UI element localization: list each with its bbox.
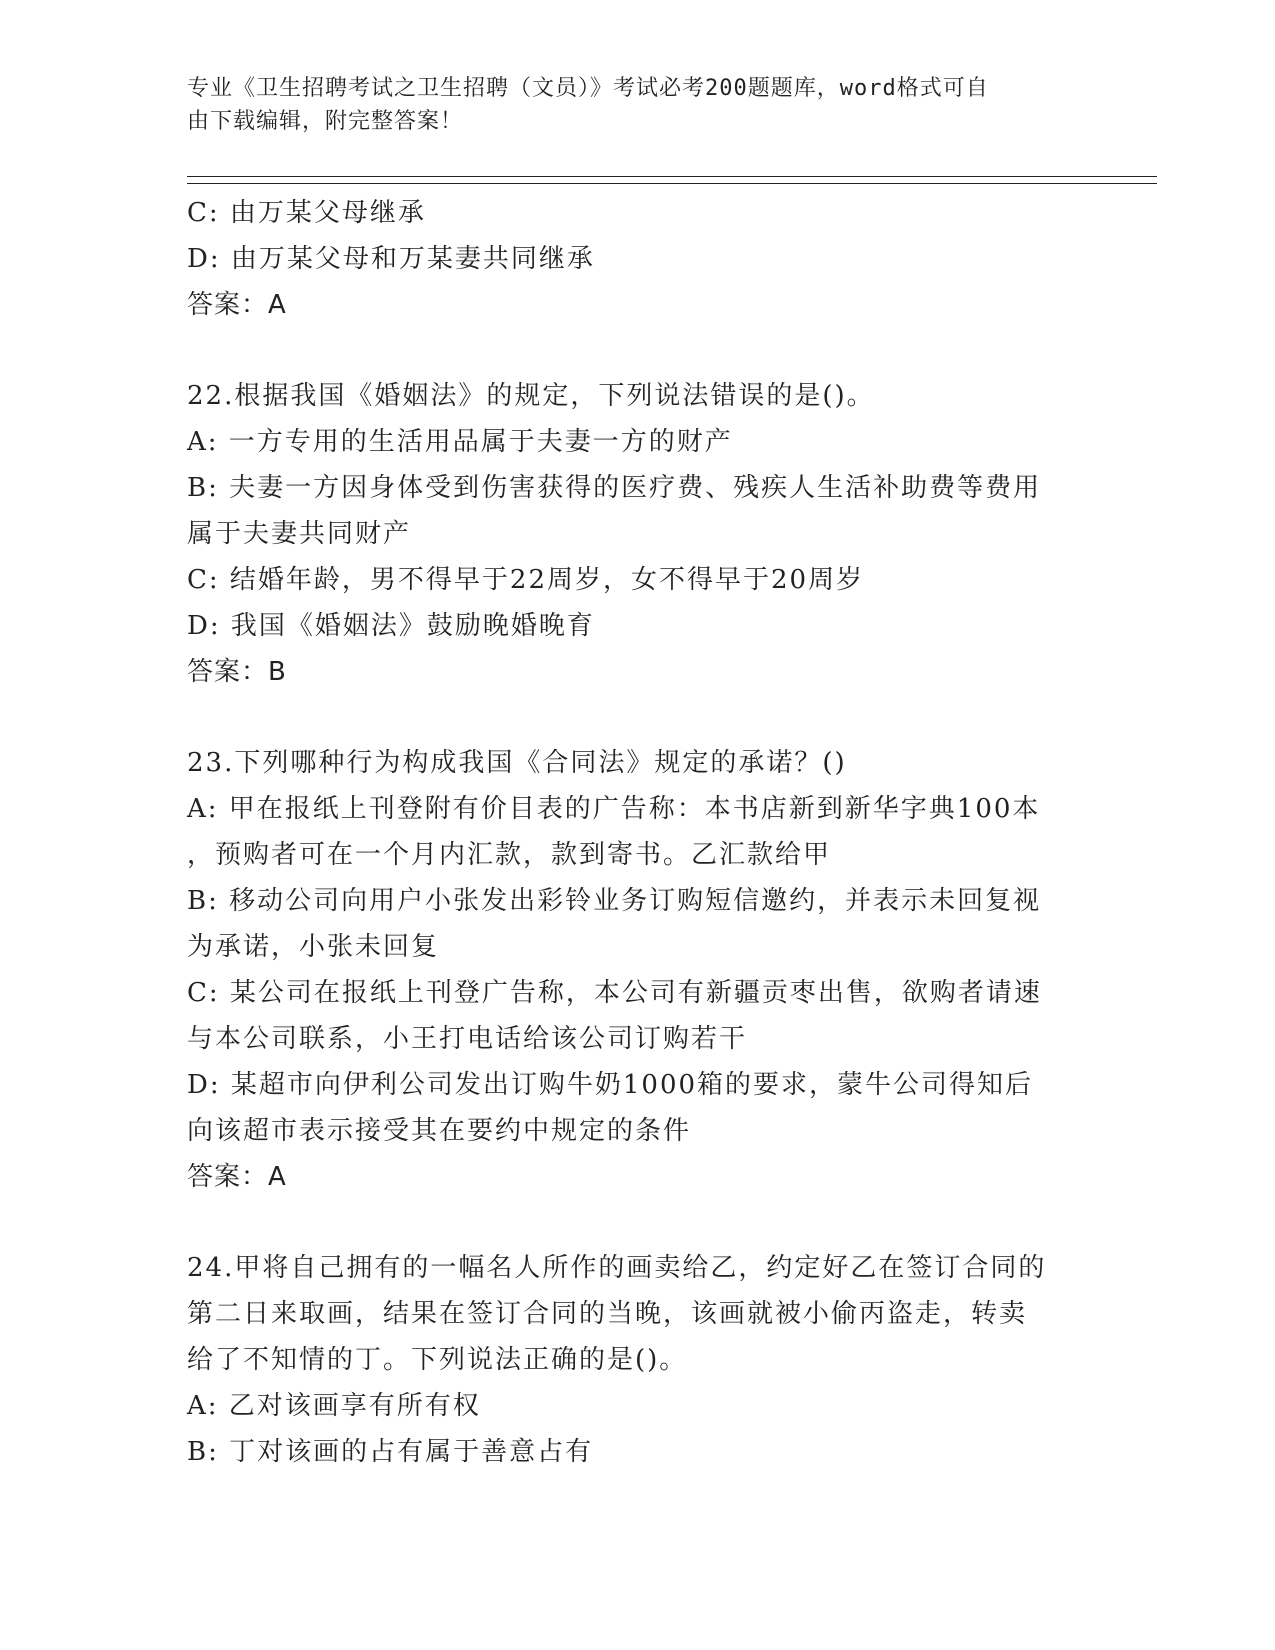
header-line-2: 由下载编辑，附完整答案！	[187, 109, 464, 134]
option-line: C: 结婚年龄，男不得早于22周岁，女不得早于20周岁	[187, 565, 865, 595]
option-line: D: 我国《婚姻法》鼓励晚婚晚育	[187, 611, 595, 641]
block-gap	[187, 695, 1087, 740]
block-gap	[187, 328, 1087, 373]
option-line: A: 一方专用的生活用品属于夫妻一方的财产	[187, 427, 733, 457]
header-line-1: 专业《卫生招聘考试之卫生招聘（文员）》考试必考200题题库，word格式可自	[187, 76, 989, 101]
question-stem: 24.甲将自己拥有的一幅名人所作的画卖给乙，约定好乙在签订合同的	[187, 1253, 1047, 1283]
block-gap	[187, 1200, 1087, 1245]
question-block-24	[187, 1245, 1087, 1475]
option-line: A: 甲在报纸上刊登附有价目表的广告称：本书店新到新华字典100本	[187, 794, 1041, 824]
header-double-rule	[187, 176, 1157, 184]
answer-line: 答案：A	[187, 1162, 287, 1192]
option-line: A: 乙对该画享有所有权	[187, 1391, 481, 1421]
option-line: B: 夫妻一方因身体受到伤害获得的医疗费、残疾人生活补助费等费用	[187, 473, 1042, 503]
option-line: 与本公司联系，小王打电话给该公司订购若干	[187, 1024, 748, 1054]
option-line: D: 某超市向伊利公司发出订购牛奶1000箱的要求，蒙牛公司得知后	[187, 1070, 1034, 1100]
answer-line: 答案：B	[187, 657, 287, 687]
option-line: B: 移动公司向用户小张发出彩铃业务订购短信邀约，并表示未回复视	[187, 886, 1042, 916]
document-header	[187, 72, 1067, 138]
option-line: ，预购者可在一个月内汇款，款到寄书。乙汇款给甲	[187, 840, 832, 870]
option-line: C: 某公司在报纸上刊登广告称，本公司有新疆贡枣出售，欲购者请速	[187, 978, 1042, 1008]
question-block-22	[187, 373, 1087, 695]
answer-line: 答案：A	[187, 290, 287, 320]
question-block-23	[187, 740, 1087, 1200]
option-line: 向该超市表示接受其在要约中规定的条件	[187, 1116, 692, 1146]
question-content	[187, 190, 1087, 1475]
question-block-21-tail	[187, 190, 1087, 328]
option-line: 属于夫妻共同财产	[187, 519, 412, 549]
question-stem: 22.根据我国《婚姻法》的规定，下列说法错误的是()。	[187, 381, 875, 411]
question-stem: 第二日来取画，结果在签订合同的当晚，该画就被小偷丙盗走，转卖	[187, 1299, 1028, 1329]
option-line: C: 由万某父母继承	[187, 198, 426, 228]
question-stem: 23.下列哪种行为构成我国《合同法》规定的承诺？()	[187, 748, 847, 778]
option-line: D: 由万某父母和万某妻共同继承	[187, 244, 595, 274]
option-line: 为承诺，小张未回复	[187, 932, 440, 962]
question-stem: 给了不知情的丁。下列说法正确的是()。	[187, 1345, 688, 1375]
option-line: B: 丁对该画的占有属于善意占有	[187, 1437, 594, 1467]
